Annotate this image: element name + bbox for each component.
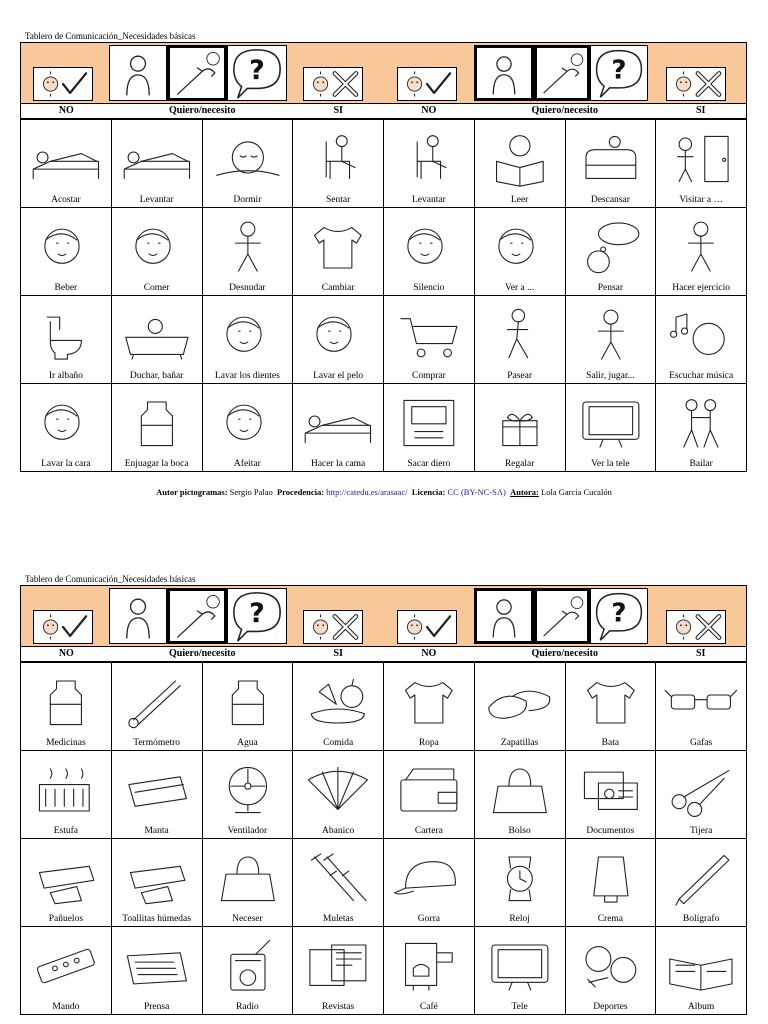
pictogram-label: Manta	[144, 826, 169, 836]
pictogram-label: Neceser	[232, 914, 263, 924]
pictogram-label: Silencio	[413, 283, 445, 293]
pictogram-label: Levantar	[139, 195, 174, 205]
svg-text:?: ?	[611, 55, 627, 86]
pictogram-label: Comprar	[411, 371, 446, 381]
pictogram-cell[interactable]	[203, 120, 294, 208]
pictogram-label: Abanico	[322, 826, 355, 836]
pictogram-cell[interactable]	[384, 751, 475, 839]
pictogram-cell[interactable]	[566, 296, 657, 384]
pictogram-label: Bolso	[508, 826, 531, 836]
pictogram-label: Escuchar música	[669, 371, 734, 381]
pictogram-label: Prensa	[143, 1002, 170, 1012]
pictogram-cell[interactable]	[293, 751, 384, 839]
pictogram-label: Documentos	[586, 826, 635, 836]
creator: Lola García Cucalón	[541, 487, 612, 497]
pictogram-label: Zapatillas	[500, 738, 539, 748]
pictogram-label: Visitar a …	[679, 195, 723, 205]
pictogram-cell[interactable]	[475, 120, 566, 208]
no-symbol-icon	[303, 610, 363, 644]
pictogram-label: Pasear	[507, 371, 533, 381]
pictogram-cell[interactable]	[566, 384, 657, 472]
pictogram-label: Descansar	[590, 195, 630, 205]
pictogram-label: Crema	[597, 914, 624, 924]
pictogram-label: Muletas	[322, 914, 354, 924]
pictogram-label: Reloj	[509, 914, 530, 924]
column-label: NO	[58, 105, 74, 116]
pictogram-label: Ver la tele	[591, 459, 630, 469]
pictogram-label: Salir, jugar...	[586, 371, 635, 381]
pictogram-cell[interactable]	[21, 927, 112, 1015]
license-link[interactable]: CC (BY-NC-SA)	[447, 487, 506, 497]
column-label: NO	[58, 648, 74, 659]
want-hand-icon	[167, 588, 227, 644]
pictogram-cell[interactable]	[203, 751, 294, 839]
pictogram-cell[interactable]	[566, 663, 657, 751]
pictogram-cell[interactable]	[656, 120, 747, 208]
author-label: Autor pictogramas:	[156, 487, 228, 497]
pictogram-cell[interactable]	[112, 751, 203, 839]
pictogram-label: Estufa	[53, 826, 79, 836]
pictogram-label: Comer	[143, 283, 170, 293]
pictogram-cell[interactable]	[384, 384, 475, 472]
pictogram-cell[interactable]	[475, 839, 566, 927]
svg-text:?: ?	[611, 598, 627, 629]
pictogram-label: Hacer la cama	[310, 459, 366, 469]
person-icon	[109, 45, 167, 101]
pictogram-label: Sentar	[325, 195, 351, 205]
pictogram-label: Radio	[236, 1002, 259, 1012]
pictogram-label: Leer	[510, 195, 529, 205]
pictogram-cell[interactable]	[112, 927, 203, 1015]
pictogram-cell[interactable]	[21, 751, 112, 839]
pictogram-cell[interactable]	[566, 751, 657, 839]
pictogram-label: Ver a ...	[504, 283, 535, 293]
yes-symbol-icon	[397, 610, 457, 644]
pictogram-cell[interactable]	[656, 384, 747, 472]
credits-footer	[0, 487, 768, 497]
column-label: SI	[695, 105, 706, 116]
person-icon	[474, 45, 534, 101]
pictogram-cell[interactable]	[293, 120, 384, 208]
pictogram-cell[interactable]	[21, 384, 112, 472]
pictogram-label: Levantar	[411, 195, 446, 205]
pictogram-cell[interactable]	[203, 208, 294, 296]
pictogram-grid	[20, 119, 747, 472]
pictogram-label: Pensar	[597, 283, 624, 293]
license-label: Licencia:	[411, 487, 446, 497]
board-header	[20, 585, 747, 647]
person-icon	[109, 588, 167, 644]
pictogram-cell[interactable]	[656, 296, 747, 384]
pictogram-grid	[20, 662, 747, 1015]
pictogram-cell[interactable]	[656, 927, 747, 1015]
person-icon	[474, 588, 534, 644]
column-label: Quiero/necesito	[169, 105, 236, 116]
svg-text:?: ?	[249, 54, 265, 86]
pictogram-label: Comida	[323, 738, 354, 748]
column-label: NO	[421, 105, 437, 116]
column-label: NO	[421, 648, 437, 659]
pictogram-label: Sacar diero	[407, 459, 451, 469]
communication-board	[20, 585, 747, 1015]
pictogram-cell[interactable]	[203, 927, 294, 1015]
pictogram-cell[interactable]	[112, 663, 203, 751]
question-icon	[590, 588, 648, 644]
no-symbol-icon	[666, 67, 726, 101]
pictogram-label: Tele	[511, 1002, 528, 1012]
pictogram-cell[interactable]	[112, 296, 203, 384]
column-labels	[20, 104, 747, 119]
pictogram-label: Bailar	[689, 459, 713, 469]
pictogram-cell[interactable]	[566, 120, 657, 208]
pictogram-label: Medicinas	[46, 738, 86, 748]
pictogram-cell[interactable]	[475, 384, 566, 472]
pictogram-cell[interactable]	[475, 208, 566, 296]
pictogram-cell[interactable]	[293, 927, 384, 1015]
pictogram-cell[interactable]	[384, 927, 475, 1015]
column-label: Quiero/necesito	[169, 648, 236, 659]
board-title: Tablero de Comunicación_Necesidades básicas	[25, 31, 196, 41]
pictogram-label: Agua	[237, 738, 258, 748]
pictogram-cell[interactable]	[21, 208, 112, 296]
pictogram-cell[interactable]	[112, 208, 203, 296]
pictogram-label: Beber	[54, 283, 78, 293]
pictogram-label: Gorra	[417, 914, 440, 924]
pictogram-label: Dormir	[233, 195, 262, 205]
column-label: SI	[695, 648, 706, 659]
pictogram-cell[interactable]	[384, 839, 475, 927]
pictogram-label: Desnudar	[229, 283, 266, 293]
pictogram-label: Lavar el pelo	[313, 371, 364, 381]
pictogram-label: Termómetro	[133, 738, 181, 748]
column-label: SI	[333, 105, 343, 116]
communication-board	[20, 42, 747, 472]
pictogram-label: Mando	[52, 1002, 80, 1012]
column-label: SI	[333, 648, 343, 659]
pictogram-label: Deportes	[593, 1002, 628, 1012]
pictogram-cell[interactable]	[293, 384, 384, 472]
pictogram-label: Lavar la cara	[41, 459, 91, 469]
no-symbol-icon	[303, 67, 363, 101]
pictogram-cell[interactable]	[384, 120, 475, 208]
pictogram-cell[interactable]	[203, 384, 294, 472]
want-hand-icon	[534, 588, 590, 644]
source-link[interactable]: http://catedu.es/arasaac/	[326, 487, 408, 497]
pictogram-cell[interactable]	[21, 663, 112, 751]
pictogram-label: Bolígrafo	[682, 914, 720, 924]
pictogram-label: Cartera	[414, 826, 443, 836]
pictogram-label: Afeitar	[233, 459, 261, 469]
pictogram-label: Revistas	[322, 1002, 355, 1012]
pictogram-cell[interactable]	[112, 384, 203, 472]
pictogram-cell[interactable]	[656, 663, 747, 751]
pictogram-cell[interactable]	[566, 839, 657, 927]
pictogram-cell[interactable]	[21, 120, 112, 208]
pictogram-cell[interactable]	[656, 208, 747, 296]
column-labels	[20, 647, 747, 662]
pictogram-cell[interactable]	[384, 663, 475, 751]
column-label: Quiero/necesito	[531, 105, 598, 116]
author: Sergio Palao	[229, 487, 273, 497]
pictogram-cell[interactable]	[21, 839, 112, 927]
pictogram-label: Gafas	[690, 738, 713, 748]
pictogram-cell[interactable]	[475, 663, 566, 751]
board-header	[20, 42, 747, 104]
pictogram-label: Ir albaño	[48, 371, 83, 381]
pictogram-cell[interactable]	[656, 839, 747, 927]
pictogram-label: Ventilador	[227, 826, 268, 836]
source-label: Procedencia:	[276, 487, 325, 497]
pictogram-cell[interactable]	[566, 927, 657, 1015]
question-icon	[227, 588, 287, 644]
pictogram-label: Album	[687, 1002, 715, 1012]
pictogram-label: Ropa	[418, 738, 439, 748]
pictogram-cell[interactable]	[475, 927, 566, 1015]
no-symbol-icon	[666, 610, 726, 644]
want-hand-icon	[167, 45, 227, 101]
pictogram-label: Acostar	[51, 195, 81, 205]
pictogram-label: Café	[419, 1002, 438, 1012]
pictogram-label: Bata	[601, 738, 620, 748]
pictogram-cell[interactable]	[566, 208, 657, 296]
pictogram-cell[interactable]	[475, 296, 566, 384]
yes-symbol-icon	[33, 67, 93, 101]
pictogram-cell[interactable]	[293, 208, 384, 296]
creator-label: Autora:	[510, 487, 539, 497]
pictogram-cell[interactable]	[384, 208, 475, 296]
pictogram-label: Enjuagar la boca	[124, 459, 189, 469]
svg-text:?: ?	[249, 597, 265, 629]
pictogram-cell[interactable]	[203, 839, 294, 927]
pictogram-label: Regalar	[504, 459, 535, 469]
pictogram-cell[interactable]	[656, 751, 747, 839]
board-title: Tablero de Comunicación_Necesidades básicas	[25, 574, 196, 584]
pictogram-cell[interactable]	[112, 839, 203, 927]
column-label: Quiero/necesito	[531, 648, 598, 659]
pictogram-cell[interactable]	[475, 751, 566, 839]
pictogram-label: Tijera	[689, 826, 713, 836]
pictogram-label: Lavar los dientes	[214, 371, 280, 381]
pictogram-cell[interactable]	[203, 296, 294, 384]
pictogram-label: Cambiar	[321, 283, 355, 293]
question-icon	[590, 45, 648, 101]
pictogram-cell[interactable]	[384, 296, 475, 384]
pictogram-label: Toallitas húmedas	[122, 914, 191, 924]
pictogram-cell[interactable]	[112, 120, 203, 208]
question-icon	[227, 45, 287, 101]
pictogram-cell[interactable]	[203, 663, 294, 751]
pictogram-cell[interactable]	[21, 296, 112, 384]
yes-symbol-icon	[397, 67, 457, 101]
pictogram-label: Duchar, bañar	[129, 371, 184, 381]
pictogram-label: Pañuelos	[48, 914, 84, 924]
yes-symbol-icon	[33, 610, 93, 644]
pictogram-label: Hacer ejercicio	[672, 283, 730, 293]
pictogram-cell[interactable]	[293, 296, 384, 384]
pictogram-cell[interactable]	[293, 663, 384, 751]
want-hand-icon	[534, 45, 590, 101]
pictogram-cell[interactable]	[293, 839, 384, 927]
